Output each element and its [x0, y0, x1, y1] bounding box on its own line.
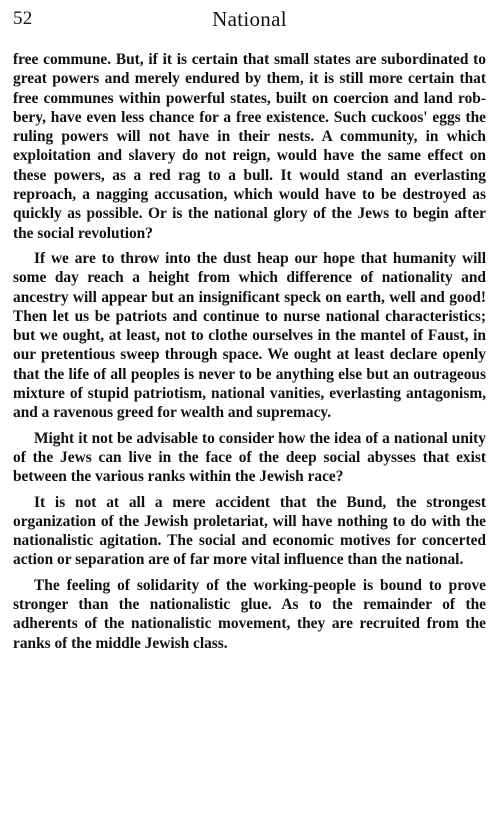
paragraph-2: If we are to throw into the dust heap our hope that humanity will some day reach a height from which difference of nationality and ancestry will appear but an insignificant speck on earth, well and good! Then let us be patriots and continue to nurse national characteristics; but we ought, at least, not to clothe ourselves in the mantel of Faust, in our pretentious sweep through space. We ought at least declare openly that the life of all peoples is never to be anything else but an outrageous mixture of stupid patriotism, national vanities, everlasting antagonism, and a ravenous greed for wealth and supremacy.	[13, 249, 486, 422]
page-header	[13, 6, 486, 40]
body-text	[13, 50, 486, 653]
page-number: 52	[13, 8, 33, 29]
paragraph-3: Might it not be advisable to consider how the idea of a national unity of the Jews can live in the face of the deep social abysses that exist between the various ranks within the Jewish race?	[13, 429, 486, 486]
paragraph-4: It is not at all a mere accident that the Bund, the strongest organization of the Jewish proletariat, will have nothing to do with the nationalistic agitation. The social and economic motives for concerted action or separation are of far more vital influence than the national.	[13, 493, 486, 569]
paragraph-5: The feeling of solidarity of the working-people is bound to prove stronger than the nationalistic glue. As to the remainder of the adherents of the nationalistic movement, they are recruited from the ranks of the middle Jewish class.	[13, 576, 486, 652]
running-head: National	[212, 7, 287, 31]
paragraph-1: free commune. But, if it is certain that small states are subordinated to great powers and merely endured by them, it is still more certain that free communes within powerful states, built on coercion and land robbery, have even less chance for a free existence. Such cuckoos' eggs the ruling powers will not have in their nests. A community, in which exploitation and slavery do not reign, would have the same effect on these powers, as a red rag to a bull. It would stand an everlasting reproach, a nagging accusation, which would have to be destroyed as quickly as possible. Or is the national glory of the Jews to begin after the social revolution?	[13, 51, 486, 242]
